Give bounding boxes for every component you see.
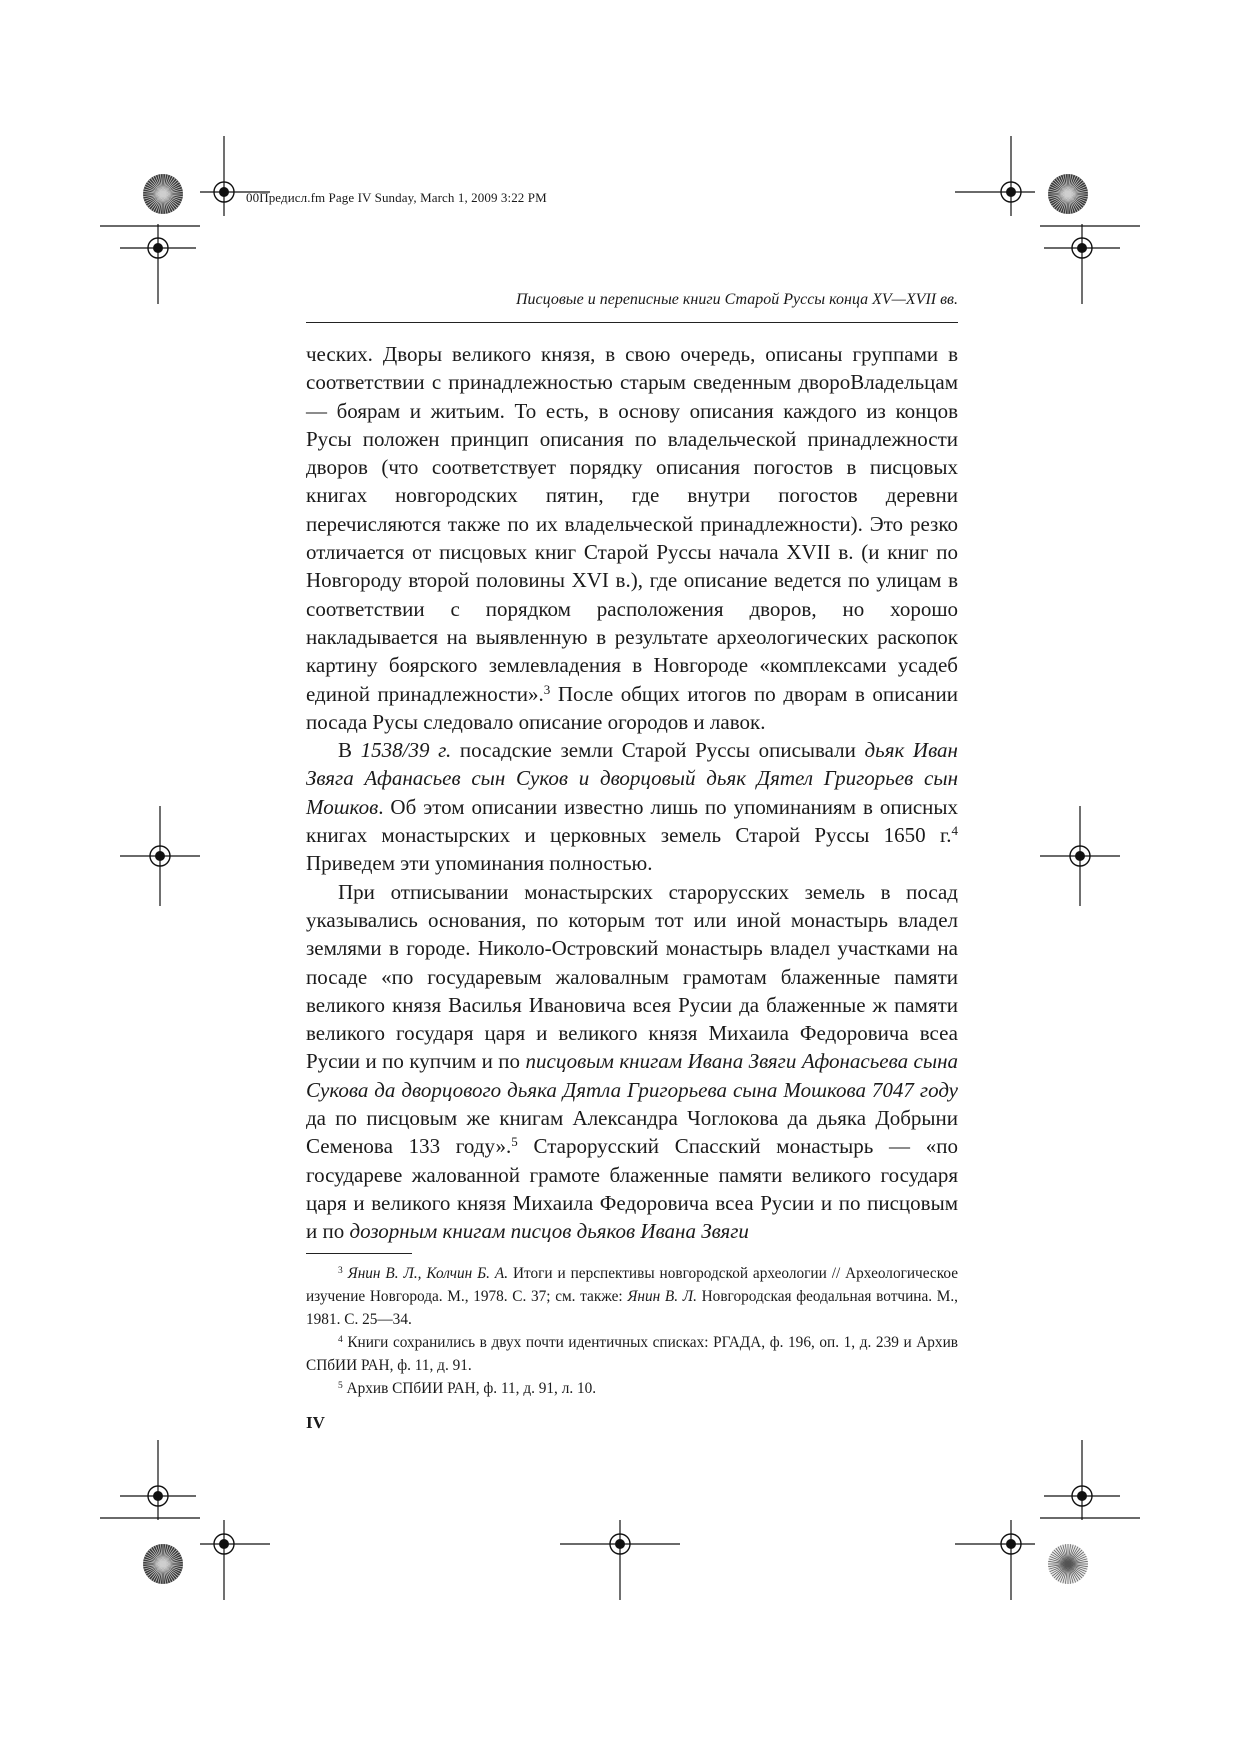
text-run: ческих. Дворы великого князя, в свою очередь, описаны группами в соответствии с принадлежностью старым сведенным двороВладельцам — боярам и житьим. То есть, в основу описания каждого из концов Русы положен принцип описания по владельческой принадлежности дворов (что соответствует порядку описания погостов в писцовых книгах новгородских пятин, где внутри погостов деревни перечисляются также по их владельческой принадлежности). Это резко отличается от писцовых книг Старой Руссы начала XVII в. (и книг по Новгороду второй половины XVI в.), где описание ведется по улицам в соответствии с порядком расположения дворов, но хорошо накладывается на выявленную в результате археологических раскопок картину боярского землевладения в Новгороде «комплексами усадеб единой принадлежности». [306,342,958,706]
footnote-rule [306,1253,412,1254]
italic-text: дозорным книгам писцов дьяков Ивана Звяги [349,1219,749,1244]
italic-text: Янин В. Л. [627,1288,697,1305]
text-run: Новгородская феодальная вотчина. М., 1981. С. 25—34. [306,1288,958,1328]
registration-target-icon [955,136,1035,216]
text-run: Приведем эти упоминания полностью. [306,851,653,876]
text-run: После общих итогов по дворам в описании посада Русы следовало описание огородов и лавок. [306,681,958,734]
text-run: да по писцовым же книгам Александра Чоглокова да дьяка Добрыни Семенова 133 году». [306,1106,958,1159]
footnote-ref: 3 [338,1265,343,1276]
text-run: Архив СПбИИ РАН, ф. 11, д. 91, л. 10. [342,1380,597,1397]
paragraph [306,736,958,877]
footnote [306,1377,958,1400]
body-text [306,340,958,1246]
footnote-ref: 5 [511,1134,518,1150]
registration-target-icon [1040,806,1120,906]
footnote-ref: 3 [543,681,551,697]
registration-target-icon [100,1440,200,1520]
text-run: Книги сохранились в двух почти идентичных списках: РГАДА, ф. 196, оп. 1, д. 239 и Архив СПбИИ РАН, ф. 11, д. 91. [306,1334,958,1374]
registration-target-icon [1040,224,1140,304]
page-number: IV [306,1413,325,1432]
italic-text: писцовым книгам Ивана Звяги Афонасьева сына Сукова да дворцового дьяка Дятла Григорьева сына Мошкова 7047 году [306,1049,959,1102]
text-run: посадские земли Старой Руссы описывали [451,738,865,763]
text-run: . Об этом описании известно лишь по упоминаниям в описных книгах монастырских и церковных земель Старой Руссы 1650 г. [306,794,958,848]
print-slug: 00Предисл.fm Page IV Sunday, March 1, 2009 3:22 PM [246,190,547,205]
footnote [306,1262,958,1331]
registration-target-icon [560,1520,680,1600]
text-run: При отписывании монастырских старорусских земель в посад указывались основания, по которым тот или иной монастырь владел землями в городе. Николо-Островский монастырь владел участками на посаде «по государевым жаловалным грамотам блаженные памяти великого князя Василья Ивановича всея Русии да блаженные ж памяти великого государя царя и великого князя Михаила Федоровича всеа Русии и по купчим и по [306,879,958,1074]
registration-target-icon [120,806,200,906]
footnote-ref: 4 [338,1334,343,1345]
paragraph [306,878,958,1246]
footnote-ref: 4 [951,822,958,838]
registration-target-icon [1040,1440,1140,1520]
registration-target-icon [100,224,200,304]
color-bar-dark-icon [137,168,189,220]
italic-text: 1538/39 г. [360,738,452,763]
header-rule [306,322,958,323]
text-run: Итоги и перспективы новгородской археологии // Археологическое изучение Новгорода. М., 1978. С. 37; см. также: [306,1265,958,1305]
italic-text: дьяк Иван Звяга Афанасьев сын Суков и дворцовый дьяк Дятел Григорьев сын Мошков [306,738,958,819]
color-bar-dark-icon [1042,168,1094,220]
paragraph [306,340,958,736]
color-bar-light-icon [1042,1538,1094,1590]
registration-target-icon [200,1520,280,1600]
registration-target-icon [955,1520,1035,1600]
text-run: В [338,738,361,763]
text-run: Старорусский Спасский монастырь — «по государеве жалованной грамоте блаженные памяти великого государя царя и великого князя Михаила Федоровича всеа Русии и по писцовым и по [306,1134,958,1244]
color-bar-dark-icon [137,1538,189,1590]
footnote [306,1331,958,1377]
footnote-ref: 5 [338,1380,343,1391]
italic-text: Янин В. Л., Колчин Б. А. [342,1265,509,1282]
footnotes [306,1262,958,1400]
running-head: Писцовые и переписные книги Старой Руссы конца XV—XVII вв. [515,291,958,308]
registration-target-icon [200,136,280,216]
